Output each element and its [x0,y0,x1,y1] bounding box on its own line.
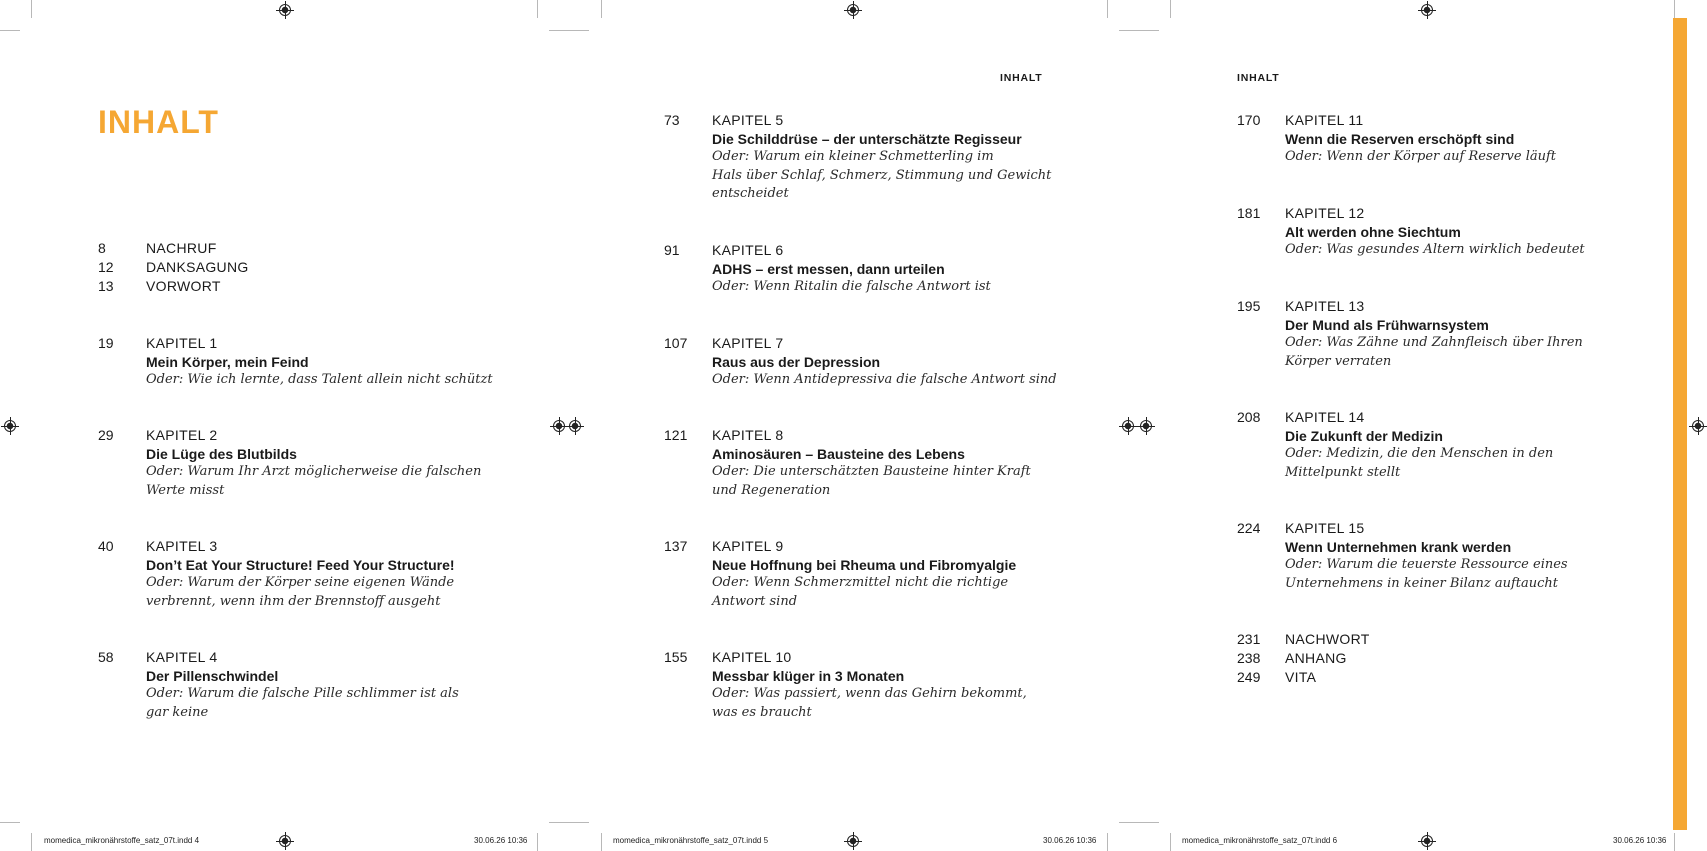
chapter-subtitle-line: Oder: Warum der Körper seine eigenen Wände [146,575,455,590]
crop-mark [1170,0,1171,18]
chapter-subtitle-line: Oder: Was Zähne und Zahnfleisch über Ihren [1285,335,1583,350]
toc-title: INHALT [98,104,219,140]
crop-mark [537,0,538,18]
chapter-subtitle-line: Oder: Die unterschätzten Bausteine hinter Kraft [712,464,1031,479]
registration-mark [1421,835,1433,847]
chapter-title: Der Pillenschwindel [146,667,279,684]
page-number: 13 [98,278,114,294]
running-head: INHALT [1000,72,1043,84]
page-number: 238 [1237,650,1261,666]
registration-mark [279,4,291,16]
chapter-subtitle-line: gar keine [146,704,209,720]
section-label: NACHWORT [1285,631,1370,647]
chapter-label: KAPITEL 2 [146,427,218,443]
chapter-subtitle-line: Antwort sind [712,593,798,609]
slug-timestamp: 30.06.26 10:36 [1043,836,1097,845]
page-number: 249 [1237,669,1261,685]
section-label: NACHRUF [146,240,217,256]
chapter-label: KAPITEL 9 [712,538,784,554]
entry-body [712,537,1016,611]
slug-filename: momedica_mikronährstoffe_satz_07t.indd 5 [613,836,769,845]
page-number: 73 [664,112,680,128]
crop-mark [1170,833,1171,851]
entry-body [712,426,1031,500]
chapter-label: KAPITEL 6 [712,242,784,258]
chapter-title: Mein Körper, mein Feind [146,353,309,370]
registration-mark [279,835,291,847]
chapter-subtitle-line: und Regeneration [712,482,831,498]
chapter-title: Raus aus der Depression [712,353,881,370]
entry-body [1285,297,1583,371]
chapter-label: KAPITEL 7 [712,335,784,351]
crop-mark [1134,822,1159,823]
chapter-title: Neue Hoffnung bei Rheuma und Fibromyalgie [712,556,1017,573]
chapter-label: KAPITEL 15 [1285,520,1365,536]
chapter-title: Don’t Eat Your Structure! Feed Your Structure! [146,556,455,573]
registration-mark [1122,420,1134,432]
crop-mark [1674,0,1675,18]
crop-mark [564,30,589,31]
chapter-title: Wenn Unternehmen krank werden [1285,538,1512,555]
entry-body [146,258,249,277]
chapter-label: KAPITEL 14 [1285,409,1365,425]
chapter-subtitle-line: Oder: Warum ein kleiner Schmetterling im [712,149,994,164]
entry-body [712,334,1057,390]
chapter-subtitle-line: entscheidet [712,186,789,201]
chapter-subtitle-line: Oder: Was passiert, wenn das Gehirn bekommt, [712,686,1027,701]
color-bleed-strip [1673,18,1687,830]
chapter-subtitle-line: Oder: Warum die falsche Pille schlimmer ist als [146,686,459,701]
entry-body [1285,519,1568,593]
chapter-subtitle-line: Oder: Wenn der Körper auf Reserve läuft [1285,149,1557,164]
entry-body [146,426,481,500]
crop-mark [1134,30,1159,31]
entry-body [712,648,1027,722]
chapter-title: Wenn die Reserven erschöpft sind [1285,130,1515,147]
entry-body [1285,630,1370,649]
page-number: 231 [1237,631,1261,647]
crop-mark [0,30,20,31]
registration-mark [847,835,859,847]
entry-body [1285,408,1553,482]
chapter-title: Der Mund als Frühwarnsystem [1285,316,1489,333]
chapter-subtitle-line: Unternehmens in keiner Bilanz auftaucht [1285,575,1559,591]
slug-filename: momedica_mikronährstoffe_satz_07t.indd 4 [44,836,200,845]
chapter-title: Die Lüge des Blutbilds [146,445,297,462]
chapter-label: KAPITEL 1 [146,335,218,351]
entry-body [712,241,991,297]
chapter-label: KAPITEL 13 [1285,298,1365,314]
crop-mark [1674,833,1675,851]
chapter-title: Aminosäuren – Bausteine des Lebens [712,445,965,462]
page-number: 224 [1237,520,1261,536]
crop-mark [31,0,32,18]
page-number: 137 [664,538,688,554]
crop-mark [601,0,602,18]
crop-mark [549,822,564,823]
page-left [0,0,564,851]
page-number: 121 [664,427,688,443]
crop-mark [1107,0,1108,18]
chapter-subtitle-line: Oder: Wie ich lernte, dass Talent allein nicht schützt [146,372,493,387]
entry-body [146,648,459,722]
crop-mark [1107,833,1108,851]
chapter-subtitle-line: Oder: Wenn Antidepressiva die falsche Antwort sind [712,372,1057,387]
crop-mark [601,833,602,851]
entry-body [146,334,493,390]
page-number: 40 [98,538,114,554]
slug-timestamp: 30.06.26 10:36 [1613,836,1667,845]
chapter-subtitle-line: was es braucht [712,704,812,720]
chapter-subtitle-line: Oder: Medizin, die den Menschen in den [1285,446,1554,461]
section-label: VITA [1285,669,1317,685]
entry-body [146,239,217,258]
chapter-subtitle-line: Körper verraten [1285,353,1392,369]
entry-body [146,277,221,296]
registration-mark [1421,4,1433,16]
running-head: INHALT [1237,72,1280,84]
chapter-title: Die Zukunft der Medizin [1285,427,1443,444]
chapter-subtitle-line: Oder: Warum Ihr Arzt möglicherweise die falschen [146,464,482,479]
page-number: 155 [664,649,688,665]
entry-body [1285,111,1556,167]
crop-mark [537,833,538,851]
chapter-label: KAPITEL 4 [146,649,218,665]
page-right [1134,0,1707,851]
chapter-title: ADHS – erst messen, dann urteilen [712,260,945,277]
crop-mark [549,30,564,31]
crop-mark [1119,822,1134,823]
chapter-subtitle-line: Oder: Warum die teuerste Ressource eines [1285,557,1568,572]
registration-mark [569,420,581,432]
registration-mark [1140,420,1152,432]
section-label: DANKSAGUNG [146,259,249,275]
chapter-label: KAPITEL 10 [712,649,792,665]
entry-body [1285,668,1316,687]
page-number: 170 [1237,112,1261,128]
crop-mark [564,822,589,823]
page-number: 91 [664,242,680,258]
crop-mark [31,833,32,851]
registration-mark [1692,420,1704,432]
chapter-title: Die Schilddrüse – der unterschätzte Regisseur [712,130,1022,147]
registration-mark [4,420,16,432]
page-middle [564,0,1134,851]
section-label: ANHANG [1285,650,1347,666]
crop-mark [1119,30,1134,31]
page-number: 12 [98,259,114,275]
chapter-subtitle-line: Oder: Was gesundes Altern wirklich bedeutet [1285,242,1585,257]
entry-body [712,111,1051,204]
page-number: 195 [1237,298,1261,314]
slug-filename: momedica_mikronährstoffe_satz_07t.indd 6 [1182,836,1338,845]
entry-body [146,537,455,611]
registration-mark [847,4,859,16]
page-number: 19 [98,335,114,351]
chapter-subtitle-line: Oder: Wenn Schmerzmittel nicht die richtige [712,575,1009,590]
crop-mark [0,822,20,823]
slug-timestamp: 30.06.26 10:36 [474,836,528,845]
chapter-label: KAPITEL 11 [1285,112,1364,128]
chapter-subtitle-line: Werte misst [146,482,225,498]
entry-body [1285,649,1347,668]
page-number: 181 [1237,205,1261,221]
page-number: 29 [98,427,114,443]
chapter-subtitle-line: Oder: Wenn Ritalin die falsche Antwort ist [712,279,991,294]
section-label: VORWORT [146,278,221,294]
chapter-title: Messbar klüger in 3 Monaten [712,667,905,684]
chapter-label: KAPITEL 12 [1285,205,1365,221]
chapter-title: Alt werden ohne Siechtum [1285,223,1461,240]
chapter-subtitle-line: verbrennt, wenn ihm der Brennstoff ausgeht [146,593,441,609]
page-number: 107 [664,335,688,351]
chapter-label: KAPITEL 8 [712,427,784,443]
page-number: 208 [1237,409,1261,425]
entry-body [1285,204,1585,260]
chapter-subtitle-line: Mittelpunkt stellt [1285,464,1401,480]
chapter-label: KAPITEL 5 [712,112,784,128]
chapter-subtitle-line: Hals über Schlaf, Schmerz, Stimmung und Gewicht [712,167,1052,183]
page-number: 8 [98,240,106,256]
chapter-label: KAPITEL 3 [146,538,218,554]
page-number: 58 [98,649,114,665]
